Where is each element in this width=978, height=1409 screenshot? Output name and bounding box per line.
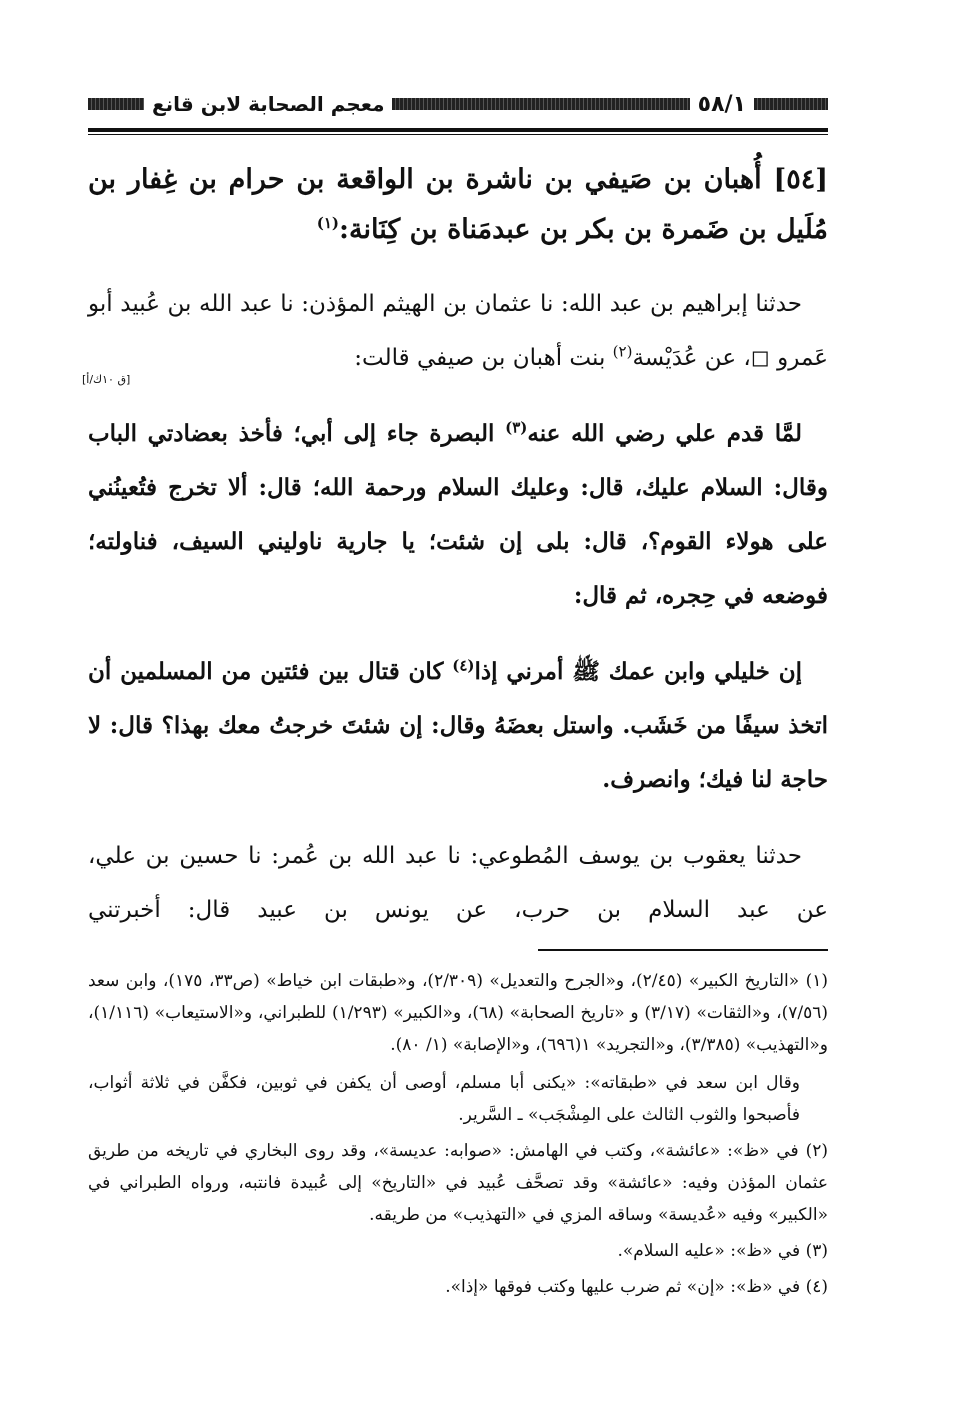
- isnad-paragraph-1: [82, 277, 828, 386]
- matn2-text-a: إن خليلي وابن عمك ﷺ أمرني إذا: [474, 658, 802, 685]
- footnote-1-continued: وقال ابن سعد في «طبقاته»: «يكنى أبا مسلم، أوصى أن يكفن في ثوبين، فكفَّن في ثلاثة أثواب، فأصبحوا والثوب الثالث على المِشْجَب» ـ السَّرير.: [88, 1073, 800, 1125]
- isnad-text-b: بنت أهبان بن صيفي قالت:: [354, 345, 613, 371]
- header-rule: [88, 128, 828, 132]
- entry-title: أُهبان بن صَيفي بن ناشرة بن الواقعة بن حرام بن غِفار بن مُلَيل بن ضَمرة بن بكر بن عبدمَناة بن كِنَانة:: [88, 164, 828, 245]
- isnad-paragraph-2: [88, 829, 828, 937]
- entry-number: [٥٤]: [773, 164, 829, 195]
- footnote-ref-4: (٤): [452, 656, 475, 675]
- footnotes: [88, 965, 828, 1303]
- page-number: ٥٨/١: [697, 91, 746, 117]
- matn-text-a: لمَّا قدم علي رضي الله عنه: [527, 420, 803, 447]
- header-ornament-right: [754, 98, 828, 110]
- matn-paragraph-2: [88, 645, 828, 807]
- page: [82, 82, 829, 1307]
- footnote-4: (٤) في «ظ»: «إن» ثم ضرب عليها وكتب فوقها «إذا».: [445, 1277, 828, 1297]
- matn-text-b: البصرة جاء إلى أبي؛ فأخذ بعضادتي الباب وقال: السلام عليك، قال: وعليك السلام ورحمة الله؛ قال: ألا تخرج فتُعينُني على هولاء القوم؟، قال: بلى إن شئت؛ يا جارية ناوليني السيف، فناولته؛ فوضعه في حِجره، ثم قال:: [88, 420, 828, 609]
- footnote-2: (٢) في «ظ»: «عائشة»، وكتب في الهامش: «صوابه: عديسة»، وقد روى البخاري في تاريخه من طريق عثمان المؤذن وفيه: «عائشة» وقد تصحَّف عُبيد في «التاريخ» إلى عُبيدة فانتبه، ورواه الطبراني في «الكبير» وفيه «عُديسة» وساقه المزي في «التهذيب» من طريقه.: [88, 1141, 828, 1225]
- book-title: معجم الصحابة لابن قانع: [152, 92, 385, 116]
- header-ornament-left: [88, 98, 144, 110]
- footnote-1: (١) «التاريخ الكبير» (٢/٤٥)، و«الجرح والتعديل» (٢/٣٠٩)، و«طبقات ابن خياط» (ص٣٣، ١٧٥)، وابن سعد (٧/٥٦)، و«الثقات» (٣/١٧) و «تاريخ الصحابة» (٦٨)، و«الكبير» (١/٢٩٣) للطبراني، و«الاستيعاب» (١/١١٦)، و«التهذيب» (٣/٣٨٥)، و«التجريد» ١(٦٩٦)، و«الإصابة» (١/ ٨٠).: [88, 971, 828, 1055]
- matn-paragraph-1: [88, 407, 828, 623]
- running-header: [88, 82, 828, 126]
- footnote-ref-2: (٢): [612, 342, 633, 361]
- footnote-ref-1: (١): [316, 214, 340, 232]
- footnote-ref-3: (٣): [505, 418, 528, 437]
- matn2-text-b: كان قتال بين فئتين من المسلمين أن اتخذ سيفًا من خَشَب. واستل بعضَهُ وقال: إن شئتَ خرجتُ معك بهذا؟ قال: لا حاجة لنا فيك؛ وانصرف.: [88, 658, 828, 793]
- header-rule-thin: [88, 134, 828, 135]
- manuscript-folio-ref: [ق ١٠ك/أ]: [82, 373, 131, 386]
- footnote-3: (٣) في «ظ»: «عليه السلام».: [617, 1241, 828, 1261]
- footnote-separator: [538, 949, 828, 951]
- isnad2-text: حدثنا يعقوب بن يوسف المُطوعي: نا عبد الله بن عُمر: نا حسين بن علي، عن عبد السلام بن حرب، عن يونس بن عبيد قال: أخبرتني: [88, 843, 828, 923]
- header-ornament-middle: [392, 98, 689, 110]
- entry-heading: [88, 155, 828, 255]
- isnad-text-a: حدثنا إبراهيم بن عبد الله: نا عثمان بن الهيثم المؤذن: نا عبد الله بن عُبيد أبو عَمرو ◻، عن عُدَيْسة: [88, 291, 828, 371]
